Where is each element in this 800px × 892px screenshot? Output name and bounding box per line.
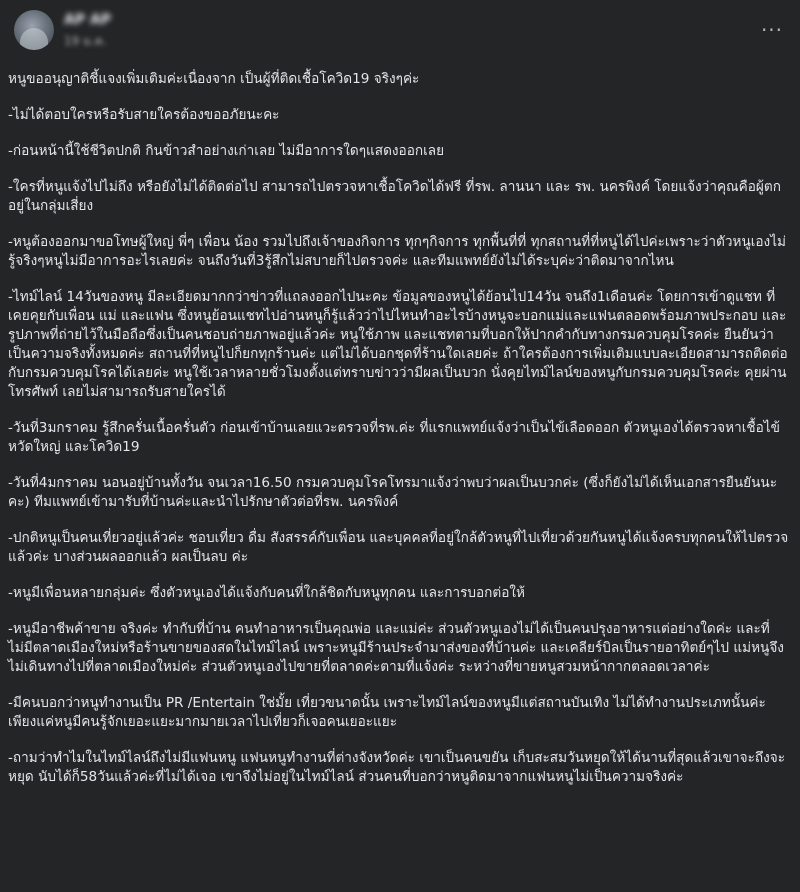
post-timestamp[interactable]: 19 ม.ค. <box>64 34 107 48</box>
post-paragraph: -หนูมีอาชีพค้าขาย จริงค่ะ ทำกับที่บ้าน คนทำอาหารเป็นคุณพ่อ และแม่ค่ะ ส่วนตัวหนูเองไม่ได้เป็นคนปรุงอาหารแต่อย่างใดค่ะ และที่ไม่มีตลาดเมืองใหม่หรือร้านขายของสดในไทม์ไลน์ เพราะหนูมีร้านประจำมาส่งของที่บ้านค่ะ และเคลียร์บิลเป็นรายอาทิตย์ๆไป แม่หนูจึงไม่เดินทางไปที่ตลาดเมืองใหม่ค่ะ ส่วนตัวหนูเองไปขายที่ตลาดค่ะตามที่แจ้งค่ะ ระหว่างที่ขายหนูสวมหน้ากากตลอดเวลาค่ะ <box>8 621 784 675</box>
post-paragraph: -หนูต้องออกมาขอโทษผู้ใหญ่ พี่ๆ เพื่อน น้อง รวมไปถึงเจ้าของกิจการ ทุกๆกิจการ ทุกพื้นที่ที่ ทุกสถานที่ที่หนูได้ไปค่ะเพราะว่าตัวหนูเองไม่รู้จริงๆหนูไม่มีอาการอะไรเลยค่ะ จนถึงวันที่3รู้สึกไม่สบายก็ไปตรวจค่ะ และทีมแพทย์ยังไม่ได้ระบุค่ะว่าติดมาจากไหน <box>8 234 786 269</box>
post-paragraph: -ปกติหนูเป็นคนเที่ยวอยู่แล้วค่ะ ชอบเที่ยว ดื่ม สังสรรค์กับเพื่อน และบุคคลที่อยู่ใกล้ตัวหนูที่ไปเที่ยวด้วยกันหนูได้แจ้งครบทุกคนให้ไปตรวจแล้วค่ะ บางส่วนผลออกแล้ว ผลเป็นลบ ค่ะ <box>8 530 789 565</box>
avatar[interactable] <box>14 10 54 50</box>
post-paragraph: -ใครที่หนูแจ้งไปไม่ถึง หรือยังไม่ได้ติดต่อไป สามารถไปตรวจหาเชื้อโควิดได้ฟรี ที่รพ. ลานนา และ รพ. นครพิงค์ โดยแจ้งว่าคุณคือผู้ตกอยู่ในกลุ่มเสี่ยง <box>8 179 781 214</box>
post-paragraph: -ถามว่าทำไมในไทม์ไลน์ถึงไม่มีแฟนหนู แฟนหนูทำงานที่ต่างจังหวัดค่ะ เขาเป็นคนขยัน เก็บสะสมวันหยุดให้ได้นานที่สุดแล้วเขาจะถึงจะหยุด นับได้ก็58วันแล้วค่ะที่ไม่ได้เจอ เขาจึงไม่อยู่ในไทม์ไลน์ ส่วนคนที่บอกว่าหนูติดมาจากแฟนหนูไม่เป็นความจริงค่ะ <box>8 750 786 785</box>
post-paragraph: -วันที่3มกราคม รู้สึกครั่นเนื้อครั่นตัว ก่อนเข้าบ้านเลยแวะตรวจที่รพ.ค่ะ ที่แรกแพทย์แจ้งว่าเป็นไข้เลือดออก ตัวหนูเองได้ตรวจหาเชื้อไข้หวัดใหญ่ และโควิด19 <box>8 420 780 455</box>
post-paragraph: -วันที่4มกราคม นอนอยู่บ้านทั้งวัน จนเวลา16.50 กรมควบคุมโรคโทรมาแจ้งว่าพบว่าผลเป็นบวกค่ะ (ซึ่งก็ยังไม่ได้เห็นเอกสารยืนยันนะคะ) ทีมแพทย์เข้ามารับที่บ้านค่ะและนำไปรักษาตัวต่อที่รพ. นครพิงค์ <box>8 475 778 510</box>
post-paragraph: -ก่อนหน้านี้ใช้ชีวิตปกติ กินข้าวสำอย่างเก่าเลย ไม่มีอาการใดๆแสดงออกเลย <box>8 143 445 159</box>
post-paragraph: หนูขออนุญาติชี้แจงเพิ่มเติมค่ะเนื่องจาก เป็นผู้ที่ติดเชื้อโควิด19 จริงๆค่ะ <box>8 71 420 87</box>
author-name[interactable]: AP AP <box>64 12 112 28</box>
post-header <box>14 10 786 54</box>
post-paragraph: -ไม่ได้ตอบใครหรือรับสายใครต้องขออภัยนะคะ <box>8 107 280 123</box>
post-paragraph: -หนูมีเพื่อนหลายกลุ่มค่ะ ซึ่งตัวหนูเองได้แจ้งกับคนที่ใกล้ชิดกับหนูทุกคน และการบอกต่อให้ <box>8 585 526 601</box>
post-paragraph: -ไทม์ไลน์ 14วันของหนู มีละเอียดมากกว่าข่าวที่แถลงออกไปนะคะ ข้อมูลของหนูได้ย้อนไป14วัน จนถึง1เดือนค่ะ โดยการเข้าดูแชท ที่เคยคุยกับเพื่อน แม่ และแฟน ซึ่งหนูย้อนแชทไปอ่านหนูก็รู้แล้วว่าไปไหนทำอะไรบ้างหนูจะบอกแม่และแฟนตลอดพร้อมภาพประกอบ และรูปภาพที่ถ่ายไว้ในมือถือซึ่งเป็นคนชอบถ่ายภาพอยู่แล้วค่ะ หนูใช้ภาพ และแชทตามที่บอกให้ปากคำกับทางกรมควบคุมโรคค่ะ ยืนยันว่าเป็นความจริงทั้งหมดค่ะ สถานที่ที่หนูไปก็ยกทุกร้านค่ะ แต่ไม่ได้บอกชุดที่ร้านใดเลยค่ะ ถ้าใครต้องการเพิ่มเติมแบบละเอียดสามารถติดต่อกับกรมควบคุมโรคได้เลยค่ะ หนูใช้เวลาหลายชั่วโมงตั้งแต่ทราบข่าวว่ามีผลเป็นบวก นั่งคุยไทม์ไลน์ของหนูกับกรมควบคุมโรคค่ะ คุยผ่านโทรศัพท์ เลยไม่สามารถรับสายใครได้ <box>8 289 788 400</box>
post-body <box>8 70 790 804</box>
more-horizontal-icon[interactable]: ··· <box>760 18 784 42</box>
post-paragraph: -มีคนบอกว่าหนูทำงานเป็น PR /Entertain ใช่มั้ย เที่ยวขนาดนั้น เพราะไทม์ไลน์ของหนูมีแต่สถานบันเทิง ไม่ได้ทำงานประเภทนั้นค่ะ เพียงแค่หนูมีคนรู้จักเยอะแยะมากมายเวลาไปเที่ยวก็เจอคนเยอะแยะ <box>8 695 766 730</box>
